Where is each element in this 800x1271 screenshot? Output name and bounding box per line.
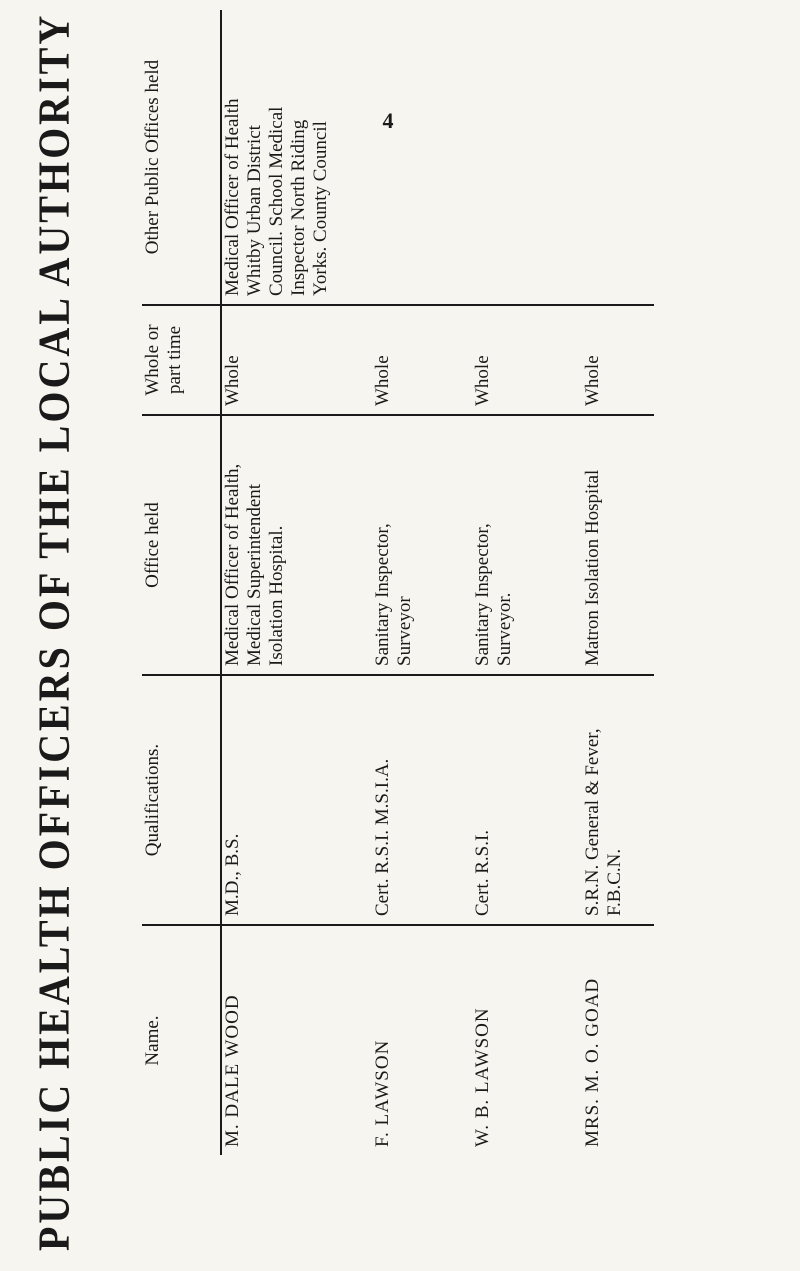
officer-name: MRS. M. O. GOAD xyxy=(582,977,603,1147)
other-office-line: Council. School Medical xyxy=(266,106,287,296)
officer-other-offices xyxy=(472,10,582,305)
officer-qualifications: Cert. R.S.I. xyxy=(472,675,582,925)
officer-office xyxy=(221,415,372,675)
officer-time: Whole xyxy=(372,305,472,415)
office-line: Surveyor. xyxy=(494,592,515,666)
office-line: Medical Officer of Health, xyxy=(222,463,243,666)
other-office-line: Whitby Urban District xyxy=(244,125,265,296)
office-line: Sanitary Inspector, xyxy=(372,523,393,666)
document-title: PUBLIC HEALTH OFFICERS OF THE LOCAL AUTHORITY xyxy=(29,12,79,1251)
officer-qualifications: S.R.N. General & Fever, F.B.C.N. xyxy=(582,675,654,925)
header-time: Whole or part time xyxy=(142,305,221,415)
page-number: 4 xyxy=(382,108,394,133)
officer-name: M. DALE WOOD xyxy=(222,994,243,1147)
table-row xyxy=(472,10,582,1155)
header-name: Name. xyxy=(142,925,221,1155)
table-header-row xyxy=(142,10,221,1155)
officer-time: Whole xyxy=(582,305,654,415)
officer-office xyxy=(582,415,654,675)
other-office-line: Medical Officer of Health xyxy=(222,98,243,296)
header-qualifications: Qualifications. xyxy=(142,675,221,925)
officer-office xyxy=(472,415,582,675)
officer-other-offices xyxy=(221,10,372,305)
officer-other-offices xyxy=(582,10,654,305)
header-other-offices: Other Public Offices held xyxy=(142,10,221,305)
officer-time: Whole xyxy=(221,305,372,415)
other-office-line: Inspector North Riding xyxy=(288,119,309,296)
officer-time: Whole xyxy=(472,305,582,415)
office-line: Medical Superintendent xyxy=(244,483,265,666)
table-row xyxy=(372,10,472,1155)
office-line: Sanitary Inspector, xyxy=(472,523,493,666)
other-office-line: Yorks. County Council xyxy=(310,121,331,296)
table-row xyxy=(582,10,654,1155)
officer-qualifications: Cert. R.S.I. M.S.I.A. xyxy=(372,675,472,925)
header-office: Office held xyxy=(142,415,221,675)
office-line: Isolation Hospital. xyxy=(266,525,287,666)
officer-office xyxy=(372,415,472,675)
officer-name: W. B. LAWSON xyxy=(472,1007,493,1147)
officers-table xyxy=(142,10,654,1155)
officer-name: F. LAWSON xyxy=(372,1039,393,1147)
office-line: Matron Isolation Hospital xyxy=(582,469,603,666)
officer-qualifications: M.D., B.S. xyxy=(221,675,372,925)
table-row xyxy=(221,10,372,1155)
office-line: Surveyor xyxy=(394,596,415,666)
officer-other-offices xyxy=(372,10,472,305)
